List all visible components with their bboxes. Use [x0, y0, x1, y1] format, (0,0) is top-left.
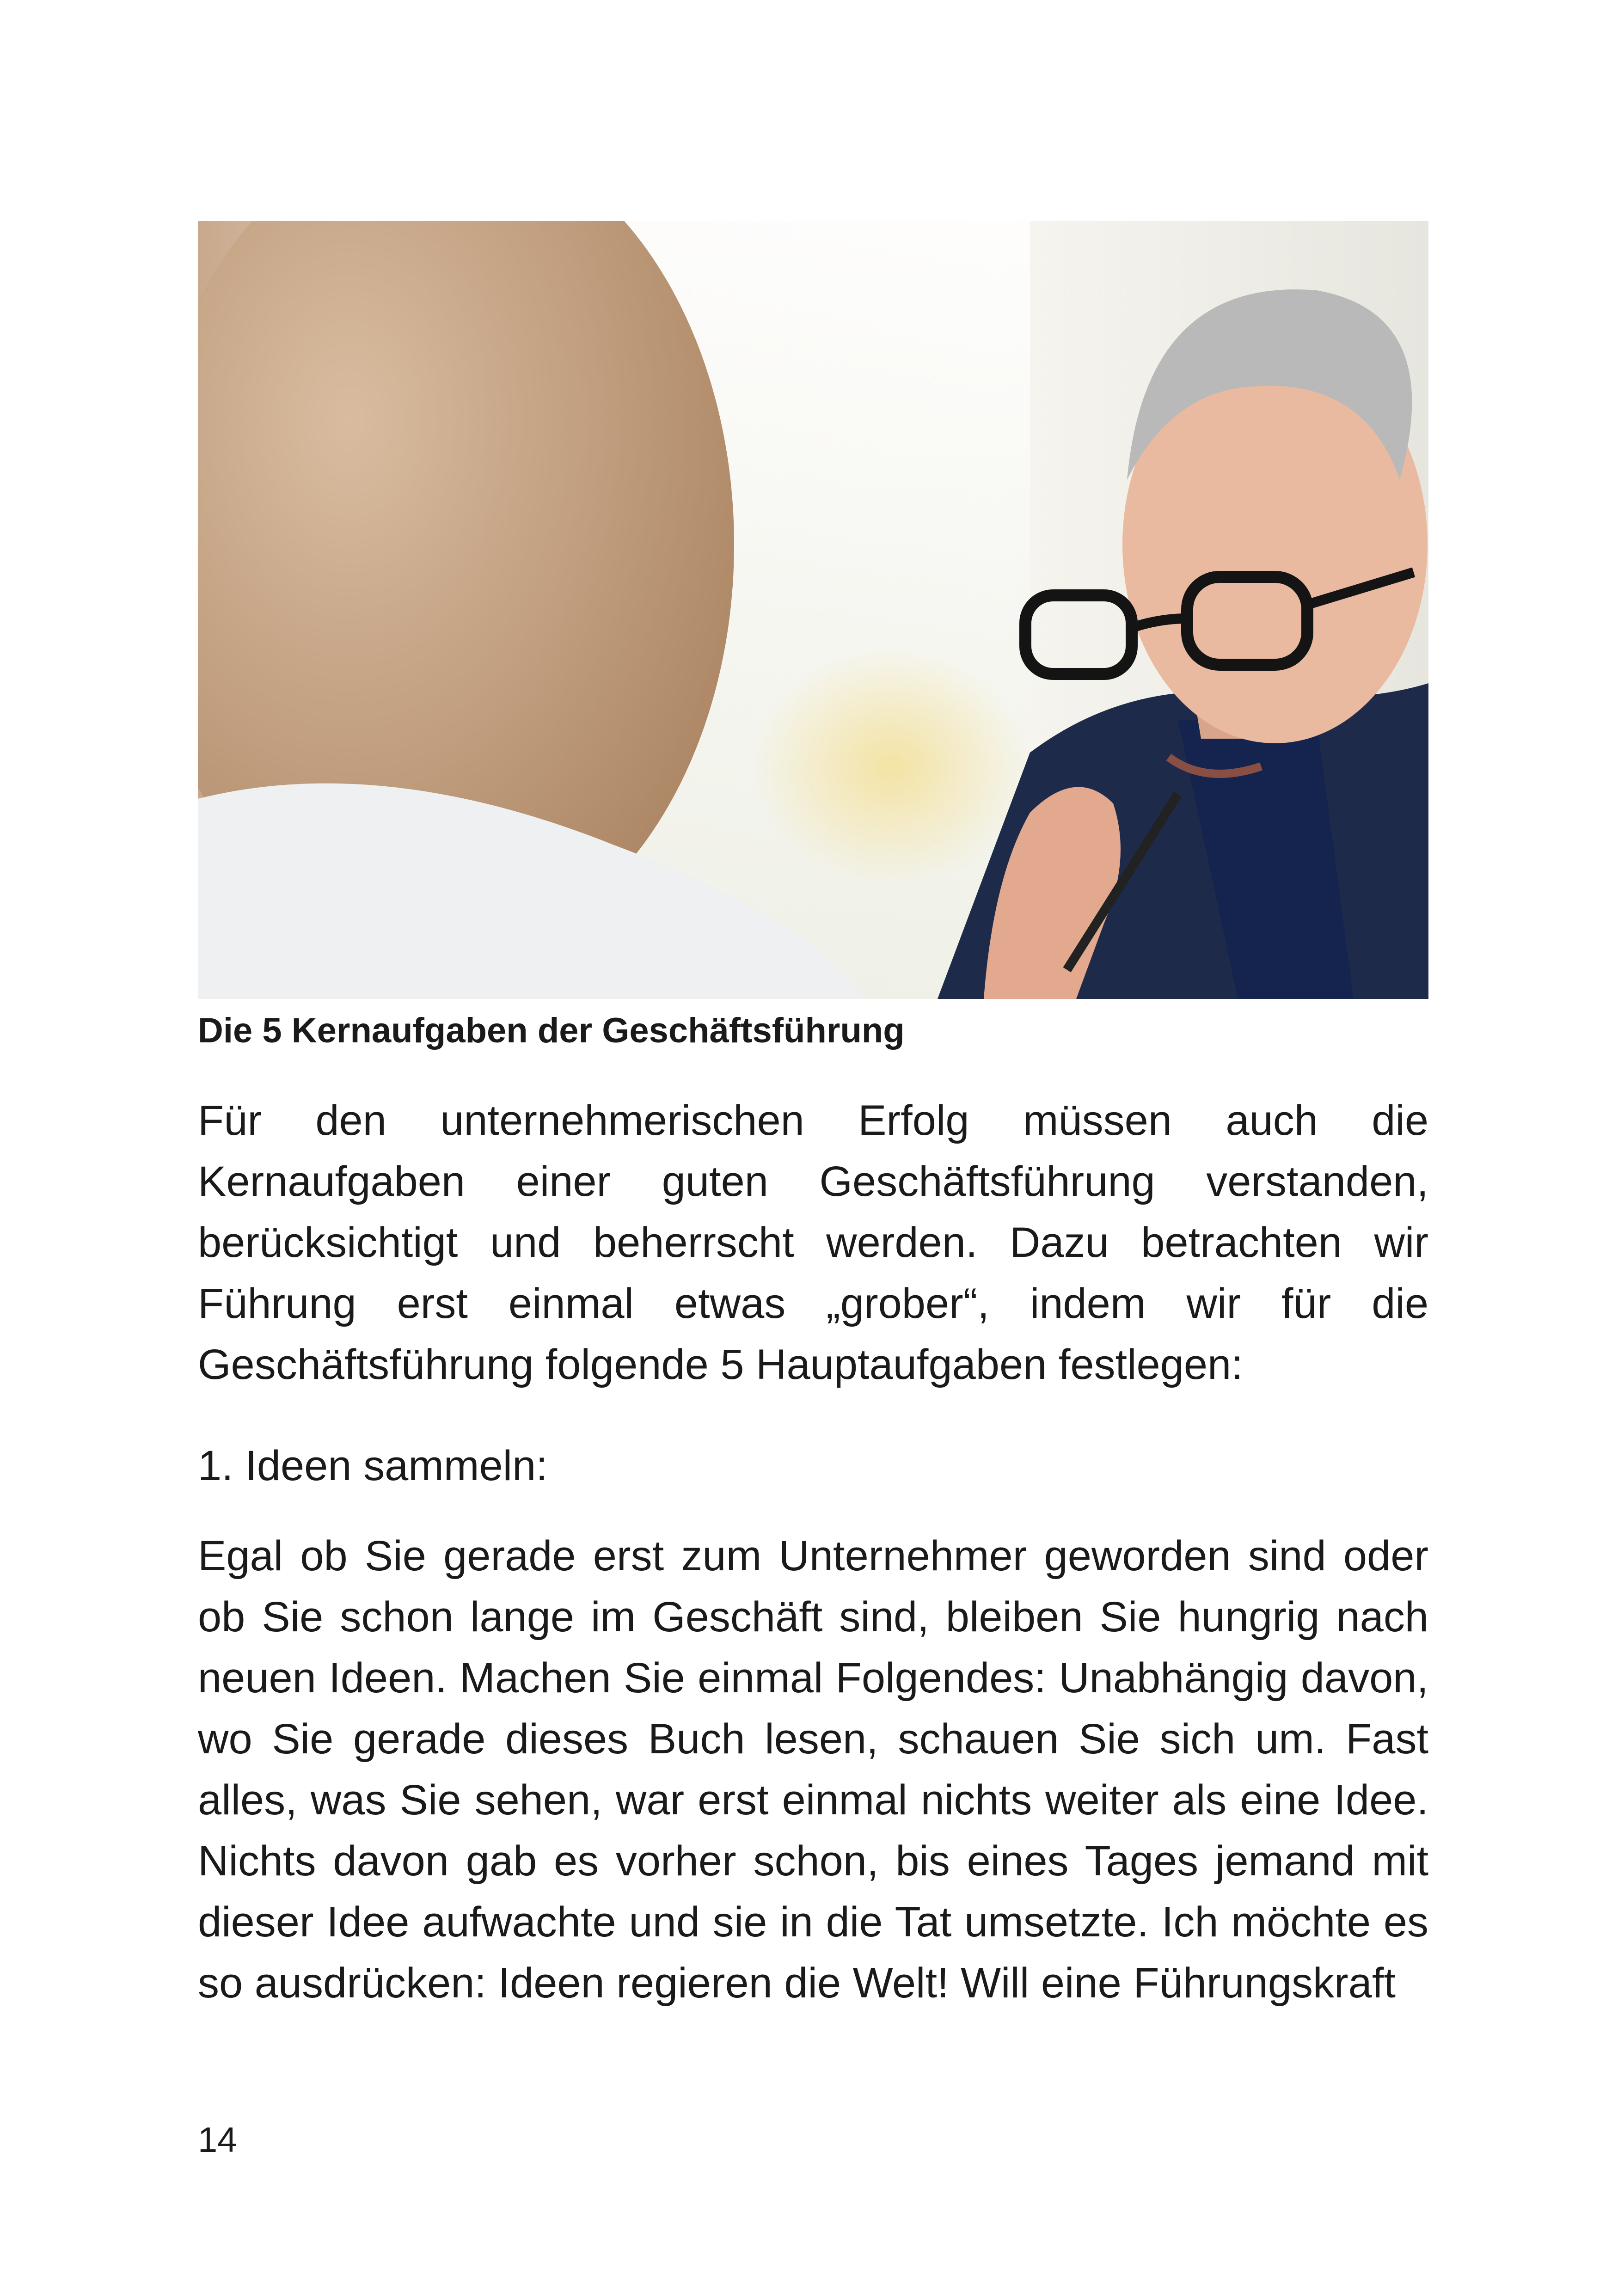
photo-illustration — [198, 221, 1428, 999]
body-paragraph: Egal ob Sie gerade erst zum Unternehmer geworden sind oder ob Sie schon lange im Geschäft sind, bleiben Sie hungrig nach neuen Ideen. Machen Sie einmal Folgendes: Unabhängig davon, wo Sie gerade dieses Buch lesen, schauen Sie sich um. Fast alles, was Sie sehen, war erst einmal nichts weiter als eine Idee. Nichts davon gab es vorher schon, bis eines Tages jemand mit dieser Idee aufwachte und sie in die Tat umsetzte. Ich möchte es so ausdrücken: Ideen regieren die Welt! Will eine Führungskraft — [198, 1532, 1428, 2007]
figure-caption: Die 5 Kernaufgaben der Geschäftsführung — [198, 1011, 905, 1050]
page-number: 14 — [198, 2120, 237, 2160]
list-item-heading: 1. Ideen sammeln: — [198, 1442, 548, 1489]
article-photo — [198, 221, 1428, 999]
body-paragraph: Für den unternehmerischen Erfolg müssen auch die Kernaufgaben einer guten Geschäftsführung verstanden, berücksichtigt und beherrscht werden. Dazu betrachten wir Führung erst einmal etwas „grober“, indem wir für die Geschäftsführung folgende 5 Hauptaufgaben festlegen: — [198, 1097, 1428, 1388]
